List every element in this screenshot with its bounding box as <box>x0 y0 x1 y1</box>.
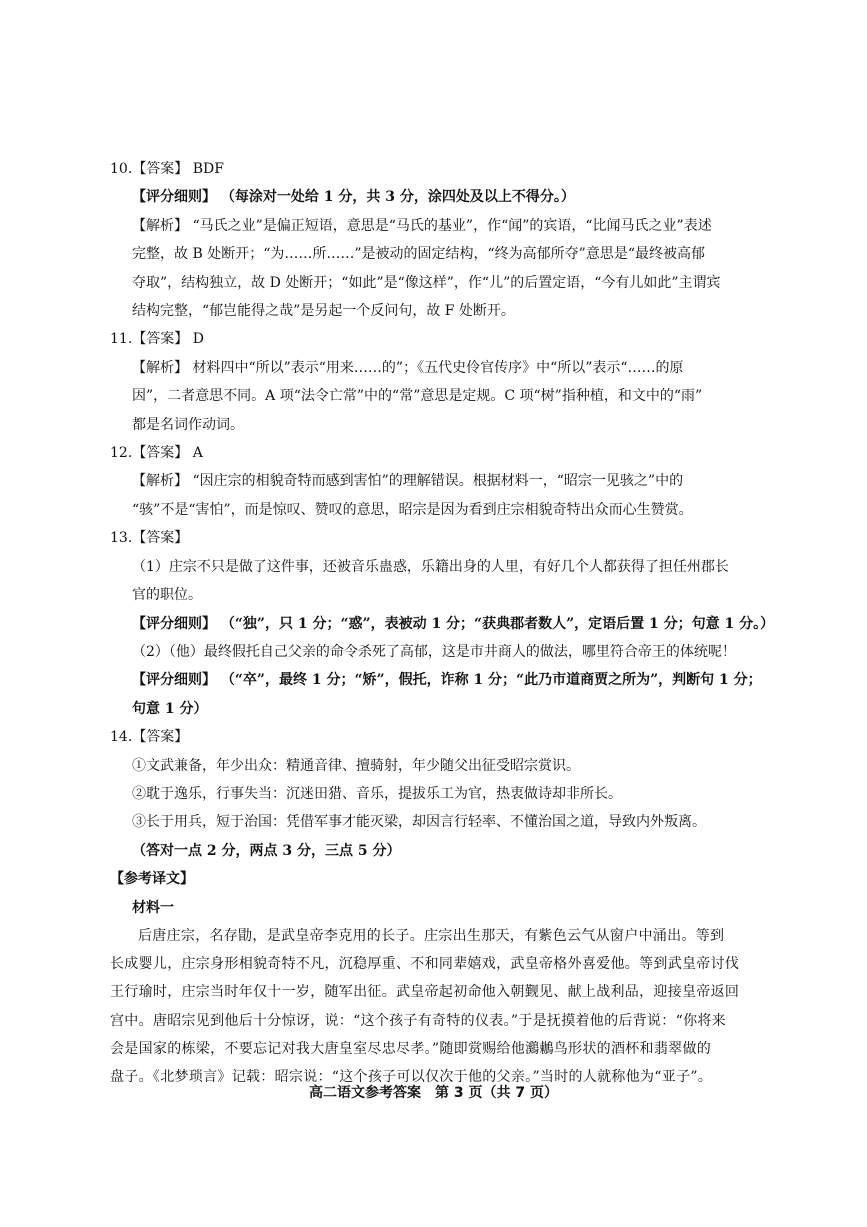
q10-answer: 10.【答案】 BDF <box>110 161 224 177</box>
q11-answer: 11.【答案】 D <box>110 331 204 348</box>
q13-translation-2: （2）（他）最终假托自己父亲的命令杀死了高郁，这是市井商人的做法，哪里符合帝王的体统呢！ <box>132 643 736 660</box>
q13-translation-1: （1）庄宗不只是做了这件事，还被音乐蛊惑，乐籍出身的人里，有好几个人都获得了担任州郡长 <box>132 558 729 575</box>
q10-analysis-line: 结构完整，“郁岂能得之哉”是另起一个反问句，故 F 处断开。 <box>132 303 515 320</box>
q11-analysis-line: 都是名词作动词。 <box>132 416 244 433</box>
page-footer: 高二语文参考答案 第 3 页（共 7 页） <box>309 1085 558 1101</box>
q14-point: ③长于用兵，短于治国：凭借军事才能灭梁，却因言行轻率、不懂治国之道，导致内外叛离。 <box>132 814 706 831</box>
q13-scoring-rule-2: 【评分细则】 （“卒”，最终 1 分；“矫”，假托，诈称 1 分；“此乃市道商贾之所为”，判断句 1 分； <box>132 672 762 689</box>
q14-point: ①文武兼备，年少出众：精通音律、擅骑射，年少随父出征受昭宗赏识。 <box>132 757 580 774</box>
translation-line: 宫中。唐昭宗见到他后十分惊讶，说：“这个孩子有奇特的仪表。”于是抚摸着他的后背说：“你将来 <box>110 1012 726 1029</box>
q10-analysis-line: 【解析】 “马氏之业”是偏正短语，意思是“马氏的基业”，作“闻”的宾语，“比闻马氏之业”表述 <box>132 217 712 234</box>
material-one-heading: 材料一 <box>132 899 174 916</box>
reference-translation-body <box>110 922 770 1091</box>
translation-line: 会是国家的栋梁，不要忘记对我大唐皇室尽忠尽孝。”随即赏赐给他鸂鶒鸟形状的酒杯和翡翠做的 <box>110 1040 712 1057</box>
translation-line: 后唐庄宗，名存勖，是武皇帝李克用的长子。庄宗出生那天，有紫色云气从窗户中涌出。等到 <box>138 927 725 944</box>
reference-translation-heading: 【参考译文】 <box>110 871 194 888</box>
answer-content <box>110 155 775 1091</box>
q11-analysis-line: 【解析】 材料四中“所以”表示“用来……的”；《五代史伶官传序》中“所以”表示“……的原 <box>132 359 684 376</box>
q14-scoring-note: （答对一点 2 分，两点 3 分，三点 5 分） <box>132 842 401 859</box>
q13-answer: 13.【答案】 <box>110 530 189 547</box>
q11-analysis-line: 因”，二者意思不同。A 项“法令亡常”中的“常”意思是定规。C 项“树”指种植，和文中的“雨” <box>132 388 703 405</box>
q10-scoring-rule: 【评分细则】 （每涂对一处给 1 分，共 3 分，涂四处及以上不得分。） <box>132 189 575 206</box>
q12-answer: 12.【答案】 A <box>110 445 203 462</box>
translation-line: 王行瑜时，庄宗当时年仅十一岁，随军出征。武皇帝起初命他入朝觐见、献上战利品，迎接皇帝返回 <box>110 984 740 1001</box>
translation-line: 盘子。《北梦琐言》记载：昭宗说：“这个孩子可以仅次于他的父亲。”当时的人就称他为“亚子”。 <box>110 1068 713 1085</box>
q12-analysis-line: “骇”不是“害怕”，而是惊叹、赞叹的意思，昭宗是因为看到庄宗相貌奇特出众而心生赞赏。 <box>132 501 693 518</box>
q10-analysis-line: 完整，故 B 处断开；“为……所……”是被动的固定结构，“终为高郁所夺”意思是“最终被高郁 <box>132 246 705 263</box>
translation-line: 长成婴儿，庄宗身形相貌奇特不凡，沉稳厚重、不和同辈嬉戏，武皇帝格外喜爱他。等到武皇帝讨伐 <box>110 956 740 973</box>
q14-point: ②耽于逸乐，行事失当：沉迷田猎、音乐，提拔乐工为官，热衷做诗却非所长。 <box>132 785 622 802</box>
q13-scoring-rule-1: 【评分细则】 （“独”，只 1 分；“惑”，表被动 1 分；“获典郡者数人”，定语后置 1 分；句意 1 分。） <box>132 615 775 632</box>
q13-scoring-rule-2: 句意 1 分） <box>132 700 208 717</box>
q14-answer: 14.【答案】 <box>110 729 189 746</box>
q12-analysis-line: 【解析】 “因庄宗的相貌奇特而感到害怕”的理解错误。根据材料一，“昭宗一见骇之”中的 <box>132 473 684 490</box>
q10-analysis-line: 夺取”，结构独立，故 D 处断开；“如此”是“像这样”，作“儿”的后置定语，“今有儿如此”主谓宾 <box>132 274 721 291</box>
q13-translation-1: 官的职位。 <box>132 587 202 604</box>
